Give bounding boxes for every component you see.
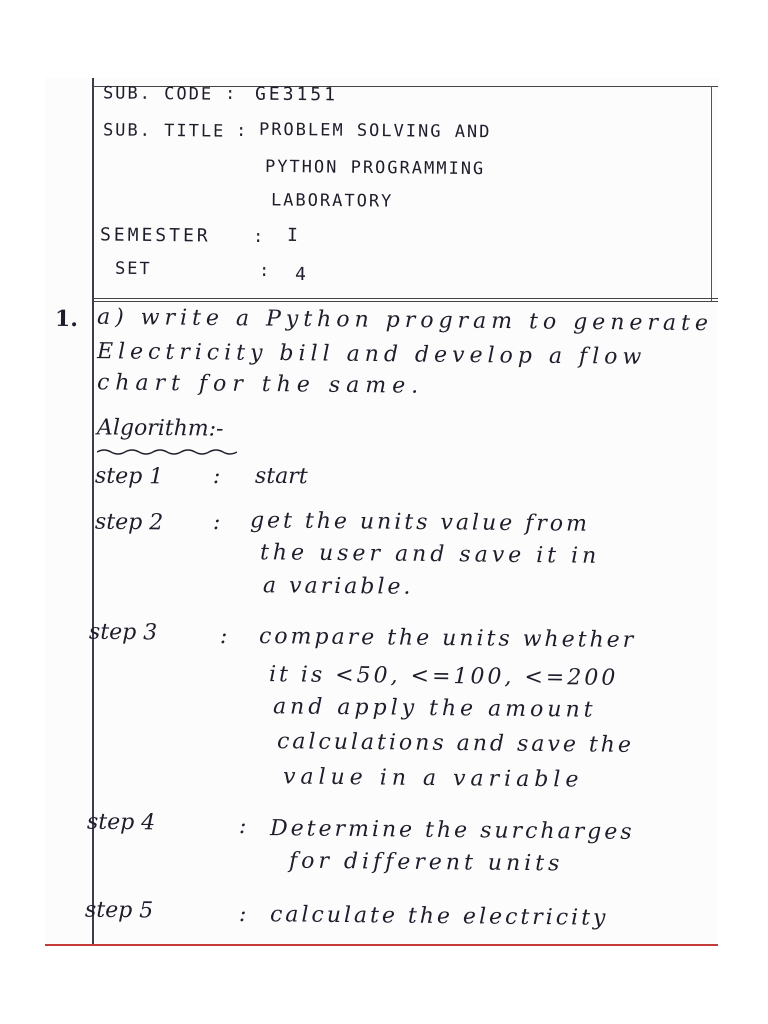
set-value: 4 — [294, 263, 309, 286]
step-2-label: step 2 — [94, 509, 164, 536]
sub-title-label: SUB. TITLE — [102, 120, 226, 142]
step-2-colon: : — [212, 509, 221, 536]
step-1-colon: : — [212, 463, 221, 490]
header-bottom-rule-double — [92, 301, 718, 302]
step-1-line-1: start — [254, 463, 308, 490]
step-4-line-1: Determine the surcharges — [269, 816, 635, 845]
question-line-1: a) write a Python program to generate — [96, 304, 714, 337]
algorithm-heading: Algorithm:- — [96, 415, 224, 442]
sub-code-value: GE3151 — [254, 83, 339, 106]
sub-code-label: SUB. CODE — [102, 83, 214, 105]
sub-code-colon: : — [224, 83, 238, 105]
notebook-page — [45, 78, 718, 946]
step-1-label: step 1 — [94, 463, 164, 490]
step-3-line-2: it is <50, <=100, <=200 — [268, 662, 619, 691]
step-3-colon: : — [219, 623, 228, 650]
step-4-line-2: for different units — [288, 848, 564, 877]
sub-title-line-1: PROBLEM SOLVING AND — [258, 119, 492, 143]
header-right-rule — [711, 86, 712, 301]
step-3-label: step 3 — [88, 619, 158, 646]
step-5-colon: : — [238, 901, 247, 928]
step-3-line-5: value in a variable — [282, 764, 584, 793]
question-line-3: chart for the same. — [96, 370, 425, 399]
step-4-colon: : — [238, 813, 247, 840]
set-label: SET — [114, 258, 152, 280]
header-bottom-rule — [92, 298, 718, 299]
sub-title-line-3: LABORATORY — [270, 190, 394, 212]
step-5-label: step 5 — [84, 897, 154, 924]
sub-title-colon: : — [235, 120, 249, 142]
semester-colon: : — [252, 226, 266, 248]
step-3-line-3: and apply the amount — [272, 694, 597, 723]
question-number: 1. — [54, 305, 79, 333]
step-2-line-3: a variable. — [262, 573, 414, 600]
semester-value: I — [286, 224, 301, 247]
sub-title-line-2: PYTHON PROGRAMMING — [264, 156, 486, 180]
step-2-line-2: the user and save it in — [259, 540, 601, 569]
step-3-line-1: compare the units whether — [258, 624, 637, 653]
step-3-line-4: calculations and save the — [276, 729, 635, 758]
algorithm-heading-underline — [97, 448, 237, 456]
question-line-2: Electricity bill and develop a flow — [96, 339, 647, 370]
step-2-line-1: get the units value from — [249, 508, 591, 537]
semester-label: SEMESTER — [99, 224, 211, 247]
step-5-line-1: calculate the electricity — [269, 902, 609, 931]
step-4-label: step 4 — [86, 809, 156, 836]
set-colon: : — [258, 260, 272, 282]
